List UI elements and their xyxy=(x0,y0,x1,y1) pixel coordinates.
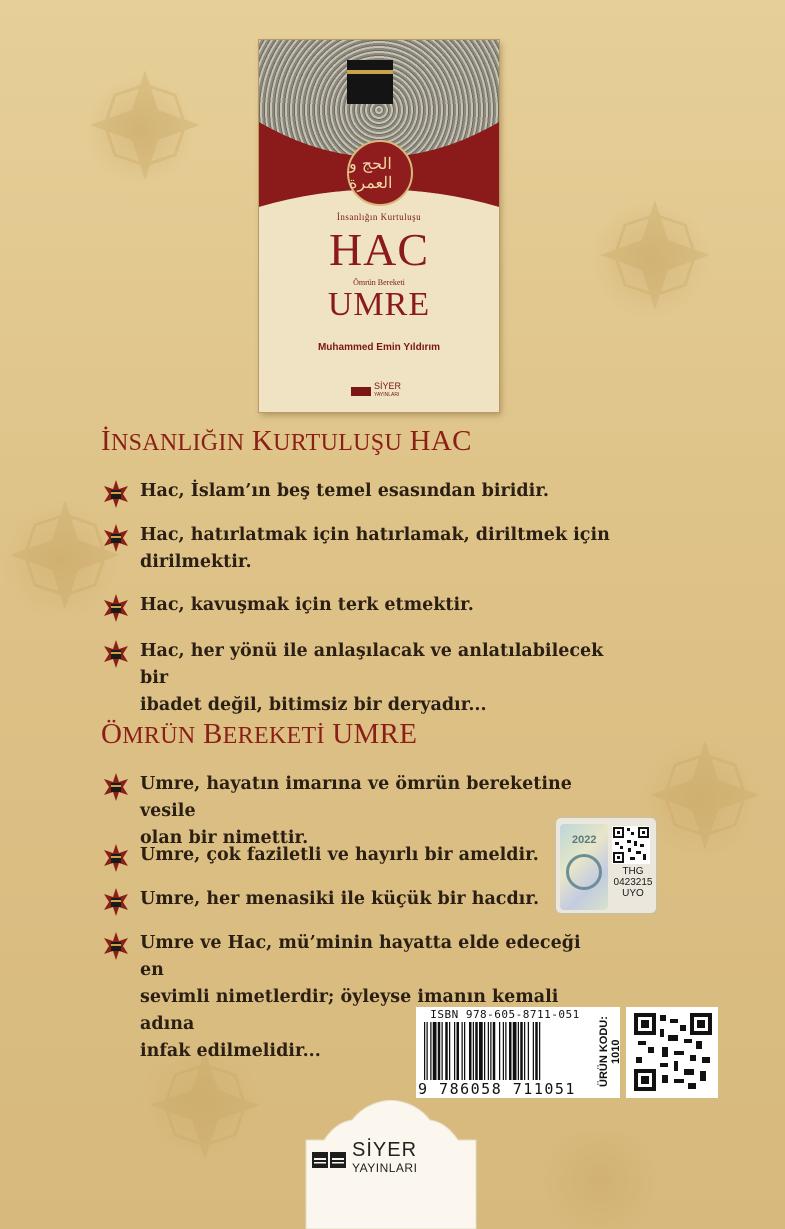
heading-part: URTULUŞU xyxy=(273,430,403,456)
star-bullet-icon xyxy=(102,932,130,960)
heading-part: B xyxy=(195,718,223,750)
sticker-code-line: THG xyxy=(622,866,644,877)
star-bullet-icon xyxy=(102,524,130,552)
arabic-title: الحج و العمرة xyxy=(349,154,393,192)
isbn-text: ISBN 978-605-8711-051 xyxy=(430,1008,580,1021)
publisher-name-line1: SİYER xyxy=(352,1139,418,1161)
background-ornament xyxy=(90,70,200,180)
sticker-code xyxy=(612,866,654,899)
item-text: Umre ve Hac, mü’minin hayatta elde edeceği en sevimli nimetlerdir; öyleyse imanın kemali adına infak edilmelidir... xyxy=(140,933,581,1061)
heading-part: MRÜN xyxy=(122,723,196,749)
sticker-code-line: 0423215 xyxy=(613,877,653,888)
isbn-barcode xyxy=(416,1007,620,1098)
background-ornament xyxy=(150,1050,260,1160)
star-bullet-icon xyxy=(102,888,130,916)
cover-title-hac: HAC xyxy=(328,224,430,275)
kaaba-image xyxy=(347,60,393,104)
cover-subtitle-top: İnsanlığın Kurtuluşu xyxy=(336,212,422,222)
hologram-image xyxy=(560,824,608,910)
cover-publisher-line1: SİYER xyxy=(374,381,402,391)
section1-heading xyxy=(101,425,472,458)
star-bullet-icon xyxy=(102,640,130,668)
barcode-number: 9 786058 711051 xyxy=(418,1080,576,1098)
star-bullet-icon xyxy=(102,773,130,801)
item-text: Hac, hatırlatmak için hatırlamak, diriltmek için dirilmektir. xyxy=(140,525,610,572)
cover-author: Muhammed Emin Yıldırım xyxy=(317,342,441,353)
cover-subtitle-mid: Ömrün Bereketi xyxy=(353,278,405,287)
heading-part: UMRE xyxy=(324,718,418,750)
book-logo-icon xyxy=(351,387,371,396)
product-code: ÜRÜN KODU: 1010 xyxy=(598,1016,622,1088)
publisher-name-line2: YAYINLARI xyxy=(352,1161,418,1175)
qr-code-icon xyxy=(634,1013,712,1091)
item-text: Umre, çok faziletli ve hayırlı bir ameldir. xyxy=(140,845,539,865)
star-bullet-icon xyxy=(102,844,130,872)
qr-code xyxy=(626,1007,718,1098)
background-ornament xyxy=(650,740,760,850)
item-text: Hac, her yönü ile anlaşılacak ve anlatılabilecek bir ibadet değil, bitimsiz bir deryadır... xyxy=(140,641,604,715)
book-logo-icon xyxy=(311,1148,347,1172)
sticker-year: 2022 xyxy=(572,834,597,846)
item-text: Hac, kavuşmak için terk etmektir. xyxy=(140,595,474,615)
item-text: Hac, İslam’ın beş temel esasından biridir. xyxy=(140,481,550,501)
cover-title-umre: UMRE xyxy=(327,286,431,323)
heading-part: İ xyxy=(101,425,111,457)
banderol-sticker xyxy=(556,818,656,913)
book-cover-thumbnail xyxy=(259,40,499,412)
hologram-ring-icon xyxy=(566,854,602,890)
heading-part: K xyxy=(244,425,274,457)
heading-part: Ö xyxy=(101,718,123,750)
item-text: Umre, hayatın imarına ve ömrün bereketine vesile olan bir nimettir. xyxy=(140,774,572,848)
qr-code-icon xyxy=(612,826,650,864)
cover-publisher-logo xyxy=(351,383,401,399)
star-bullet-icon xyxy=(102,594,130,622)
publisher-logo xyxy=(311,1139,418,1177)
heading-part: NSANLIĞIN xyxy=(110,430,245,456)
heading-part: HAC xyxy=(402,425,472,457)
arabic-calligraphy-emblem xyxy=(347,140,413,206)
star-bullet-icon xyxy=(102,480,130,508)
barcode-bars xyxy=(424,1022,590,1080)
cover-publisher-line2: YAYINLARI xyxy=(374,392,400,398)
item-text: Umre, her menasiki ile küçük bir hacdır. xyxy=(140,889,540,909)
background-ornament xyxy=(600,200,710,310)
sticker-code-line: UYO xyxy=(622,888,644,899)
section2-heading xyxy=(101,718,417,751)
heading-part: EREKETİ xyxy=(222,723,325,749)
